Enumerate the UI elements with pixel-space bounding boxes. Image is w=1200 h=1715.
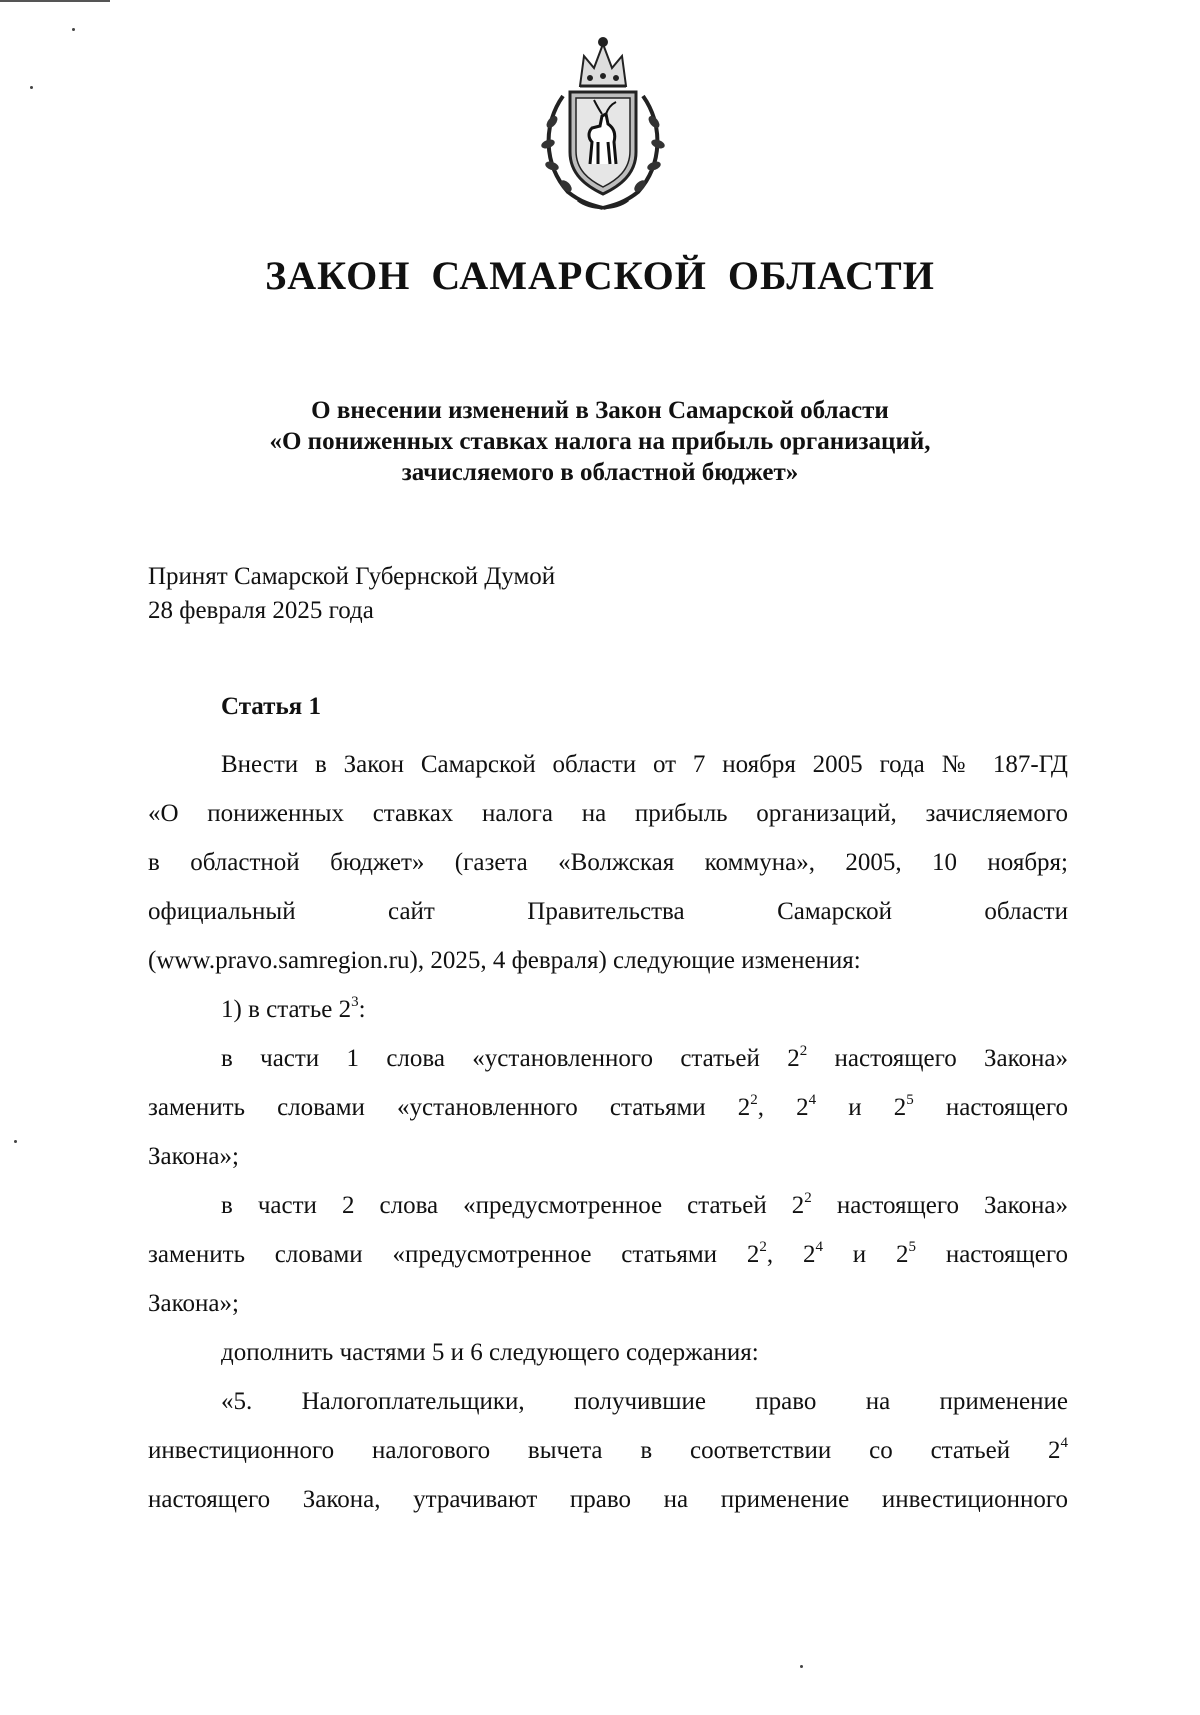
superscript: 4 xyxy=(815,1238,823,1255)
scan-speck xyxy=(72,28,75,31)
article-body xyxy=(148,740,1068,1524)
subtitle-line: «О пониженных ставках налога на прибыль организаций, xyxy=(269,428,931,455)
text-span: и 2 xyxy=(822,1241,909,1268)
text-span: инвестиционного налогового вычета в соответствии со статьей 2 xyxy=(148,1437,1061,1464)
scan-speck xyxy=(30,86,33,89)
superscript: 5 xyxy=(908,1238,916,1255)
superscript: 2 xyxy=(804,1189,812,1206)
adoption-date: 28 февраля 2025 года xyxy=(148,597,374,624)
text-span: настоящего xyxy=(916,1241,1068,1268)
scan-speck xyxy=(800,1665,803,1668)
text-span: заменить словами «установленного статьями 2 xyxy=(148,1094,751,1121)
item-1 xyxy=(148,985,1068,1034)
text-span: , 2 xyxy=(757,1094,809,1121)
text-span: настоящего Закона» xyxy=(807,1045,1068,1072)
article-heading: Статья 1 xyxy=(221,693,321,720)
coat-of-arms-emblem xyxy=(528,34,678,216)
text-span: настоящего xyxy=(913,1094,1069,1121)
adoption-note xyxy=(148,560,555,628)
text-line: в областной бюджет» (газета «Волжская коммуна», 2005, 10 ноября; xyxy=(148,849,1068,876)
scan-speck xyxy=(14,1140,17,1143)
clause5-line xyxy=(148,1426,1068,1475)
text-line: Внести в Закон Самарской области от 7 ноября 2005 года № 187-ГД xyxy=(221,751,1068,778)
text-span: : xyxy=(358,996,366,1023)
scan-edge-mark xyxy=(0,0,110,2)
text-line: (www.pravo.samregion.ru), 2025, 4 февраля) следующие изменения: xyxy=(148,947,861,974)
text-line: официальный сайт Правительства Самарской области xyxy=(148,898,1068,925)
law-subtitle xyxy=(0,395,1200,488)
superscript: 2 xyxy=(799,1042,808,1059)
superscript: 3 xyxy=(351,993,359,1010)
superscript: 4 xyxy=(808,1091,817,1108)
subtitle-line: зачисляемого в областной бюджет» xyxy=(401,459,799,486)
clause5-line: «5. Налогоплательщики, получившие право на применение xyxy=(221,1388,1068,1415)
superscript: 5 xyxy=(906,1091,914,1108)
part1-line xyxy=(148,1083,1068,1132)
subtitle-line: О внесении изменений в Закон Самарской области xyxy=(311,397,889,424)
adoption-line: Принят Самарской Губернской Думой xyxy=(148,563,556,590)
superscript: 4 xyxy=(1060,1434,1068,1451)
text-span: в части 2 слова «предусмотренное статьей 2 xyxy=(221,1192,805,1219)
part2-line xyxy=(148,1230,1068,1279)
part1-line xyxy=(148,1034,1068,1083)
text-span: 1) в статье 2 xyxy=(221,996,352,1023)
text-span: , 2 xyxy=(766,1241,816,1268)
text-span: и 2 xyxy=(816,1094,907,1121)
text-span: в части 1 слова «установленного статьей 2 xyxy=(221,1045,800,1072)
part1-line: Закона»; xyxy=(148,1143,239,1170)
clause5-line: настоящего Закона, утрачивают право на применение инвестиционного xyxy=(148,1486,1068,1513)
superscript: 2 xyxy=(750,1091,758,1108)
supplement-line: дополнить частями 5 и 6 следующего содержания: xyxy=(221,1339,759,1366)
superscript: 2 xyxy=(759,1238,767,1255)
text-span: настоящего Закона» xyxy=(811,1192,1068,1219)
part2-line xyxy=(148,1181,1068,1230)
law-title: ЗАКОН САМАРСКОЙ ОБЛАСТИ xyxy=(265,253,935,298)
text-span: заменить словами «предусмотренное статьями 2 xyxy=(148,1241,760,1268)
text-line: «О пониженных ставках налога на прибыль организаций, зачисляемого xyxy=(148,800,1068,827)
part2-line: Закона»; xyxy=(148,1290,239,1317)
